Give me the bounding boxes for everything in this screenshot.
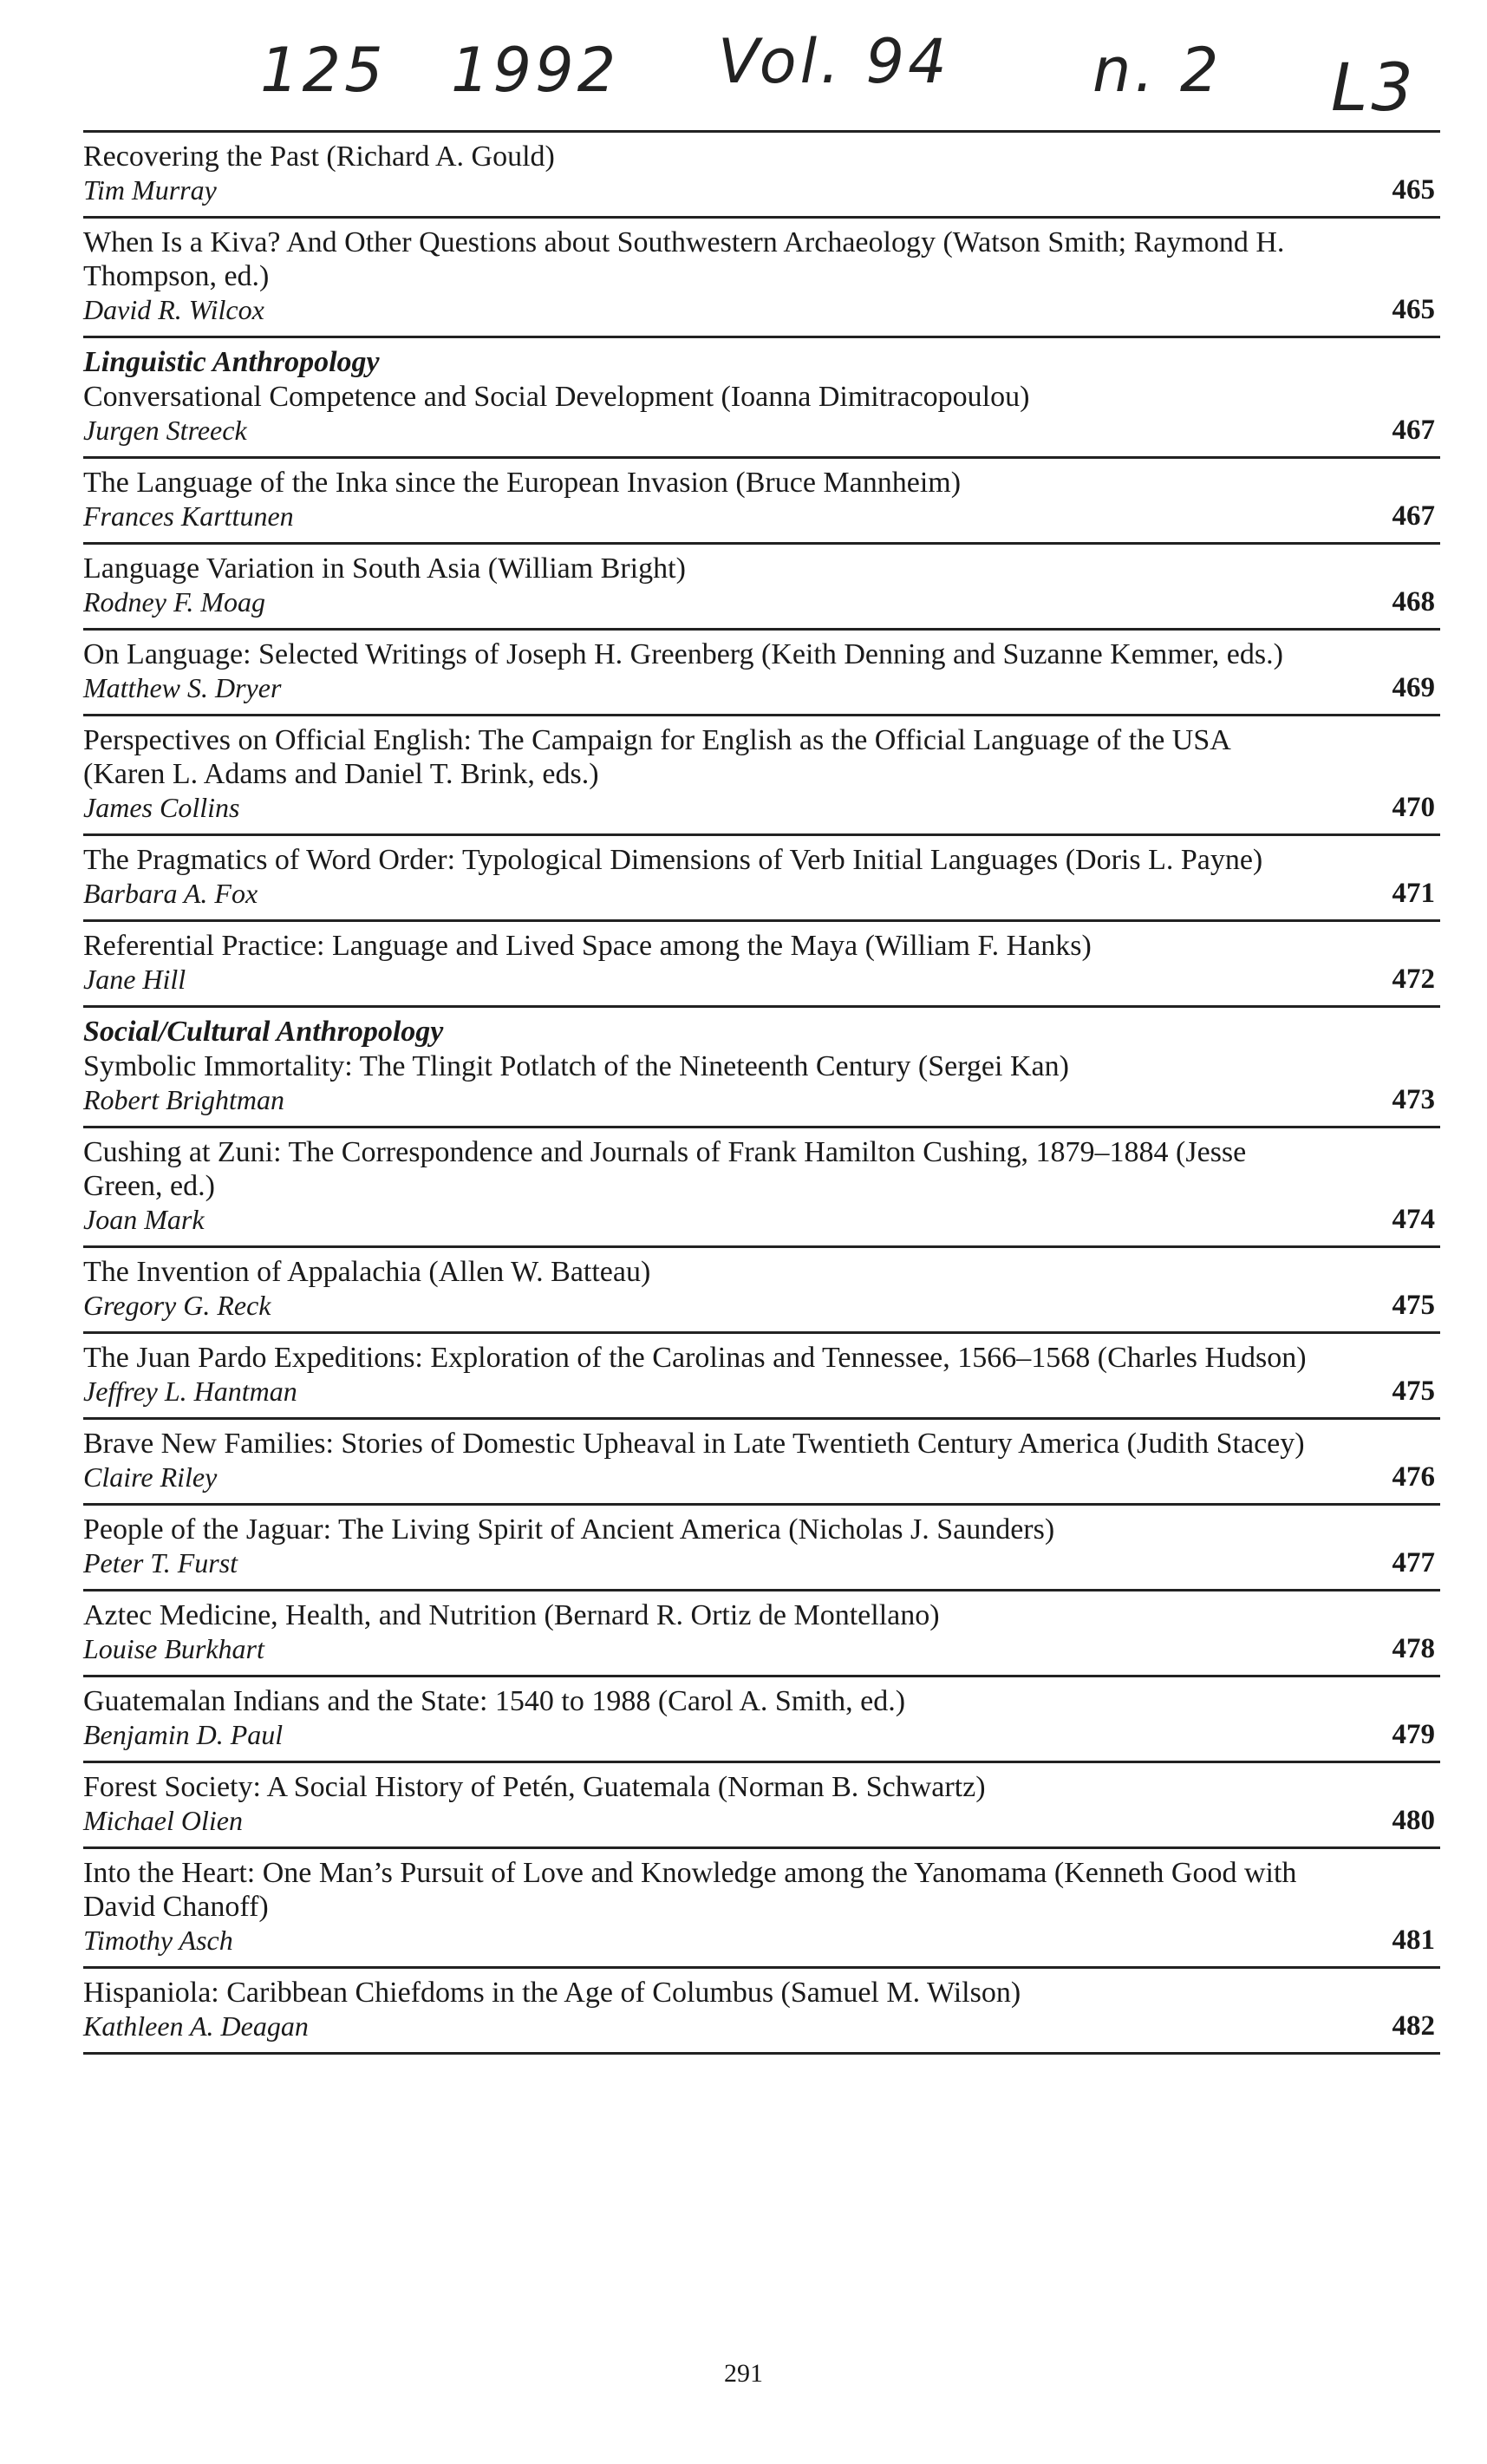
reviewer-name: Joan Mark bbox=[83, 1204, 205, 1235]
page-ref: 467 bbox=[1392, 415, 1435, 446]
toc-entry bbox=[83, 336, 1440, 456]
toc-entry bbox=[83, 833, 1440, 919]
book-title: Perspectives on Official English: The Campaign for English as the Official Language of the USA (Karen L. Adams and Daniel T. Brink, eds.) bbox=[83, 724, 1229, 790]
toc-entry bbox=[83, 456, 1440, 542]
toc-entry bbox=[83, 1589, 1440, 1675]
book-title: Symbolic Immortality: The Tlingit Potlatch of the Nineteenth Century (Sergei Kan) bbox=[83, 1050, 1069, 1082]
reviewer-name: Barbara A. Fox bbox=[83, 878, 258, 909]
reviewer-name: Claire Riley bbox=[83, 1461, 218, 1493]
reviewer-name: Michael Olien bbox=[83, 1805, 243, 1836]
toc-entry bbox=[83, 130, 1440, 216]
page-ref: 481 bbox=[1392, 1925, 1435, 1956]
page-ref: 472 bbox=[1392, 964, 1435, 995]
reviewer-name: Jurgen Streeck bbox=[83, 415, 247, 446]
toc-entry bbox=[83, 1846, 1440, 1966]
toc-entry bbox=[83, 1245, 1440, 1331]
reviewer-name: Jeffrey L. Hantman bbox=[83, 1376, 297, 1407]
page-ref: 475 bbox=[1392, 1376, 1435, 1407]
page-ref: 470 bbox=[1392, 792, 1435, 823]
book-title: People of the Jaguar: The Living Spirit of Ancient America (Nicholas J. Saunders) bbox=[83, 1513, 1055, 1546]
reviewer-name: Gregory G. Reck bbox=[83, 1290, 271, 1321]
table-of-contents bbox=[83, 130, 1440, 2055]
handwritten-part-1: 125 bbox=[260, 35, 387, 106]
toc-entry bbox=[83, 1005, 1440, 1126]
toc-entry bbox=[83, 1761, 1440, 1846]
reviewer-name: Tim Murray bbox=[83, 174, 217, 206]
toc-entry bbox=[83, 1417, 1440, 1503]
closing-rule bbox=[83, 2052, 1440, 2055]
handwritten-annotation bbox=[0, 16, 1487, 128]
reviewer-name: Rodney F. Moag bbox=[83, 586, 266, 618]
toc-entry bbox=[83, 1675, 1440, 1761]
book-title: Recovering the Past (Richard A. Gould) bbox=[83, 141, 555, 173]
toc-entry bbox=[83, 1126, 1440, 1245]
page-ref: 471 bbox=[1392, 878, 1435, 909]
book-title: Brave New Families: Stories of Domestic Upheaval in Late Twentieth Century America (Judith Stacey) bbox=[83, 1428, 1305, 1460]
page-ref: 482 bbox=[1392, 2010, 1435, 2042]
handwritten-part-2: 1992 bbox=[451, 35, 620, 106]
toc-entry bbox=[83, 1966, 1440, 2052]
reviewer-name: Benjamin D. Paul bbox=[83, 1719, 284, 1750]
page-ref: 478 bbox=[1392, 1633, 1435, 1664]
book-title: Conversational Competence and Social Development (Ioanna Dimitracopoulou) bbox=[83, 381, 1030, 413]
page-ref: 468 bbox=[1392, 586, 1435, 618]
book-title: Hispaniola: Caribbean Chiefdoms in the Age of Columbus (Samuel M. Wilson) bbox=[83, 1977, 1021, 2009]
toc-entry bbox=[83, 714, 1440, 833]
handwritten-part-4: n. 2 bbox=[1092, 35, 1223, 106]
book-title: The Language of the Inka since the European Invasion (Bruce Mannheim) bbox=[83, 467, 962, 499]
handwritten-part-5: L3 bbox=[1331, 49, 1417, 126]
section-heading: Social/Cultural Anthropology bbox=[83, 1016, 444, 1048]
reviewer-name: Frances Karttunen bbox=[83, 500, 294, 532]
toc-entry bbox=[83, 1331, 1440, 1417]
page-ref: 476 bbox=[1392, 1461, 1435, 1493]
handwritten-part-3: Vol. 94 bbox=[718, 26, 950, 97]
reviewer-name: Timothy Asch bbox=[83, 1925, 233, 1956]
page-ref: 467 bbox=[1392, 500, 1435, 532]
book-title: Aztec Medicine, Health, and Nutrition (Bernard R. Ortiz de Montellano) bbox=[83, 1599, 940, 1631]
book-title: The Pragmatics of Word Order: Typological Dimensions of Verb Initial Languages (Doris L. Payne) bbox=[83, 844, 1263, 876]
page-ref: 475 bbox=[1392, 1290, 1435, 1321]
reviewer-name: Jane Hill bbox=[83, 964, 186, 995]
book-title: Language Variation in South Asia (William Bright) bbox=[83, 552, 686, 585]
book-title: On Language: Selected Writings of Joseph H. Greenberg (Keith Denning and Suzanne Kemmer, eds.) bbox=[83, 638, 1283, 670]
section-heading: Linguistic Anthropology bbox=[83, 346, 380, 378]
toc-entry bbox=[83, 919, 1440, 1005]
reviewer-name: Robert Brightman bbox=[83, 1084, 284, 1115]
reviewer-name: James Collins bbox=[83, 792, 240, 823]
toc-entry bbox=[83, 216, 1440, 336]
reviewer-name: Matthew S. Dryer bbox=[83, 672, 282, 703]
book-title: Forest Society: A Social History of Petén, Guatemala (Norman B. Schwartz) bbox=[83, 1771, 986, 1803]
page-ref: 479 bbox=[1392, 1719, 1435, 1750]
page-ref: 474 bbox=[1392, 1204, 1435, 1235]
page-ref: 469 bbox=[1392, 672, 1435, 703]
reviewer-name: Louise Burkhart bbox=[83, 1633, 264, 1664]
reviewer-name: Kathleen A. Deagan bbox=[83, 2010, 309, 2042]
page-ref: 465 bbox=[1392, 294, 1435, 325]
book-title: Cushing at Zuni: The Correspondence and Journals of Frank Hamilton Cushing, 1879–1884 (Jesse Green, ed.) bbox=[83, 1136, 1247, 1202]
book-title: The Juan Pardo Expeditions: Exploration of the Carolinas and Tennessee, 1566–1568 (Charles Hudson) bbox=[83, 1342, 1307, 1374]
toc-entry bbox=[83, 628, 1440, 714]
book-title: Referential Practice: Language and Lived Space among the Maya (William F. Hanks) bbox=[83, 930, 1092, 962]
page-ref: 480 bbox=[1392, 1805, 1435, 1836]
reviewer-name: Peter T. Furst bbox=[83, 1547, 238, 1578]
book-title: Into the Heart: One Man’s Pursuit of Love and Knowledge among the Yanomama (Kenneth Good with David Chanoff) bbox=[83, 1857, 1297, 1923]
page-ref: 465 bbox=[1392, 174, 1435, 206]
reviewer-name: David R. Wilcox bbox=[83, 294, 264, 325]
book-title: The Invention of Appalachia (Allen W. Batteau) bbox=[83, 1256, 651, 1288]
toc-entry bbox=[83, 1503, 1440, 1589]
page-ref: 473 bbox=[1392, 1084, 1435, 1115]
book-title: Guatemalan Indians and the State: 1540 to 1988 (Carol A. Smith, ed.) bbox=[83, 1685, 906, 1717]
toc-entry bbox=[83, 542, 1440, 628]
page-number: 291 bbox=[724, 2359, 763, 2388]
page-ref: 477 bbox=[1392, 1547, 1435, 1578]
book-title: When Is a Kiva? And Other Questions about Southwestern Archaeology (Watson Smith; Raymond H. Thompson, ed.) bbox=[83, 226, 1285, 292]
